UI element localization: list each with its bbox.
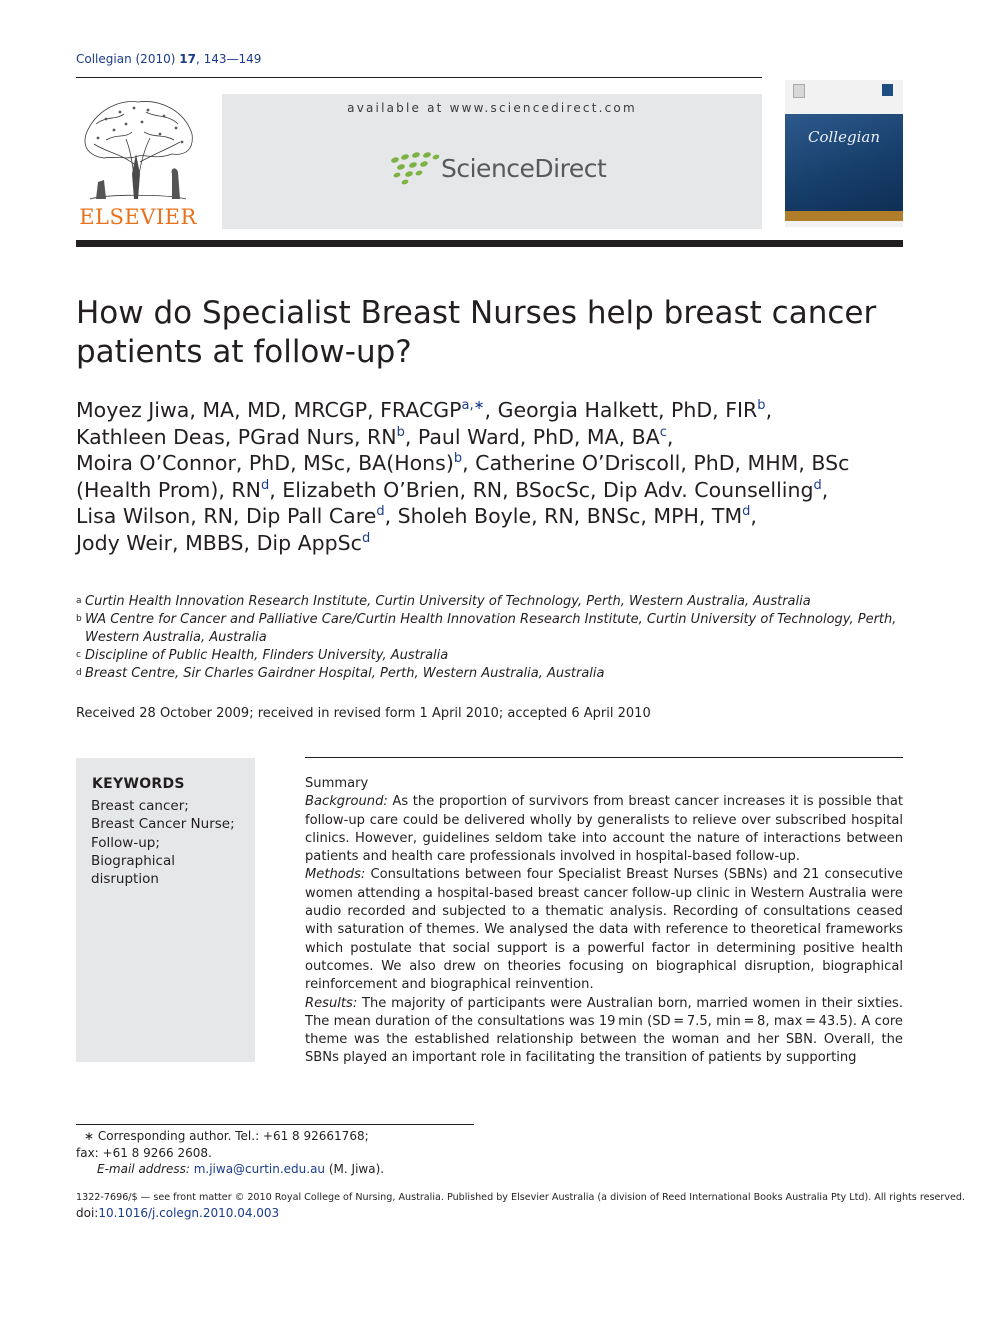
author-separator: , xyxy=(484,398,492,422)
author: Elizabeth O’Brien, RN, BSocSc, Dip Adv. Counselling xyxy=(275,477,814,502)
summary-heading: Summary xyxy=(305,776,369,791)
doi-link[interactable]: 10.1016/j.colegn.2010.04.003 xyxy=(98,1206,280,1220)
keyword-item: disruption xyxy=(91,871,159,888)
citation-journal: Collegian (2010) xyxy=(76,52,176,66)
footnote-email-line xyxy=(76,1161,476,1178)
author: Sholeh Boyle, RN, BNSc, MPH, TM xyxy=(391,504,743,529)
affiliation-text: Discipline of Public Health, Flinders University, Australia xyxy=(85,648,449,663)
author-separator: , xyxy=(462,451,469,476)
cover-thumbnail xyxy=(793,84,805,98)
keyword-item: Follow-up; xyxy=(91,834,160,851)
keyword-item: Breast Cancer Nurse; xyxy=(91,816,235,833)
author-affiliation-link[interactable]: d xyxy=(813,477,822,493)
citation-pages: , 143—149 xyxy=(195,52,262,66)
author-separator: , xyxy=(666,424,674,449)
sciencedirect-banner[interactable] xyxy=(222,94,762,229)
journal-cover[interactable] xyxy=(785,80,903,227)
footnote-fax: fax: +61 8 9266 2608. xyxy=(76,1145,212,1160)
cover-strip xyxy=(785,211,903,221)
author-separator: , xyxy=(765,398,773,422)
sciencedirect-wordmark: ScienceDirect xyxy=(441,154,607,183)
cover-title: Collegian xyxy=(808,128,880,146)
author-affiliation-link[interactable]: b xyxy=(453,451,463,467)
results-label: Results: xyxy=(305,995,358,1011)
keywords-panel xyxy=(76,758,255,1062)
background-label: Background: xyxy=(305,794,388,810)
author-affiliation-link[interactable]: d xyxy=(742,504,751,520)
summary-results xyxy=(305,995,903,1068)
doi-prefix: doi: xyxy=(76,1206,99,1220)
sciencedirect-dots-icon xyxy=(389,152,441,186)
affiliation-item xyxy=(76,593,903,611)
email-suffix: (M. Jiwa). xyxy=(325,1162,385,1176)
author-affiliation-link[interactable]: b xyxy=(757,398,766,413)
journal-citation[interactable] xyxy=(76,52,261,66)
footnote-corresponding: ∗ Corresponding author. Tel.: +61 8 92661768; xyxy=(84,1129,369,1143)
author-affiliation-link[interactable]: c xyxy=(659,424,667,440)
abstract-summary xyxy=(305,775,903,1068)
elsevier-wordmark: ELSEVIER xyxy=(79,205,197,229)
affiliation-item xyxy=(76,647,903,665)
author: Kathleen Deas, PGrad Nurs, RN xyxy=(76,424,397,449)
received-dates: Received 28 October 2009; received in revised form 1 April 2010; accepted 6 April 2010 xyxy=(76,706,651,721)
author-affiliation-link[interactable]: d xyxy=(260,477,270,493)
affiliation-text: WA Centre for Cancer and Palliative Care/Curtin Health Innovation Research Institute, Curtin University of Technology, Perth, Western Australia, Australia xyxy=(85,612,897,645)
summary-rule xyxy=(305,757,903,758)
affiliation-item xyxy=(76,611,903,647)
keyword-item: Breast cancer; xyxy=(91,798,189,814)
author-separator: , xyxy=(750,504,757,529)
author-separator: , xyxy=(404,424,412,449)
keywords-heading: KEYWORDS xyxy=(92,776,185,792)
affiliation-key: a xyxy=(76,596,82,606)
results-text: The majority of participants were Australian born, married women in their sixties. The mean duration of the consultations was 19 min (SD = 7.5, min = 8, max = 43.5). A core theme was the established relationship between the woman and her SBN. Overall, the SBNs played an important role in facilitating the transition of patients by supporting xyxy=(305,995,903,1066)
header-rule xyxy=(76,77,762,78)
author-list xyxy=(76,397,906,557)
author: Catherine O’Driscoll, PhD, MHM, BSc (Health Prom), RN xyxy=(76,451,850,502)
doi-line xyxy=(76,1206,279,1220)
available-at-text: available at www.sciencedirect.com xyxy=(347,101,637,115)
author: Moira O’Connor, PhD, MSc, BA(Hons) xyxy=(76,451,454,476)
author: Jody Weir, MBBS, Dip AppSc xyxy=(76,530,362,555)
methods-label: Methods: xyxy=(305,867,366,883)
affiliation-list xyxy=(76,593,903,683)
author-affiliation-link[interactable]: a,∗ xyxy=(461,398,485,413)
copyright-line: 1322-7696/$ — see front matter © 2010 Royal College of Nursing, Australia. Published by Elsevier Australia (a division of Reed International Books Australia Pty Ltd). All rights reserved. xyxy=(76,1192,966,1203)
author-affiliation-link[interactable]: d xyxy=(361,530,371,546)
affiliation-text: Breast Centre, Sir Charles Gairdner Hospital, Perth, Western Australia, Australia xyxy=(85,666,605,681)
affiliation-text: Curtin Health Innovation Research Institute, Curtin University of Technology, Perth, Western Australia, Australia xyxy=(85,594,811,609)
corresponding-author-footnote xyxy=(76,1128,476,1178)
email-link[interactable]: m.jiwa@curtin.edu.au xyxy=(193,1162,326,1176)
author-separator: , xyxy=(269,477,276,502)
header-thick-rule xyxy=(76,240,903,247)
author: Lisa Wilson, RN, Dip Pall Care xyxy=(76,504,377,529)
author: Moyez Jiwa, MA, MD, MRCGP, FRACGP xyxy=(76,398,462,422)
author-separator: , xyxy=(384,504,392,529)
affiliation-key: b xyxy=(76,614,82,624)
methods-text: Consultations between four Specialist Breast Nurses (SBNs) and 21 consecutive women attending a hospital-based breast cancer follow-up clinic in Western Australia were audio recorded and subjected to a thematic analysis. Recording of consultations ceased with saturation of themes. We analysed the data with reference to theoretical frameworks which postulate that social support is a powerful factor in determining positive health outcomes. We also drew on theories focusing on biographical disruption, biographical reinforcement and biographical reinvention. xyxy=(305,867,903,993)
affiliation-key: c xyxy=(76,650,81,660)
author: Georgia Halkett, PhD, FIR xyxy=(497,398,758,422)
summary-methods xyxy=(305,866,903,994)
keywords-list xyxy=(91,797,235,888)
cover-publisher-mark xyxy=(882,84,893,96)
author-affiliation-link[interactable]: b xyxy=(396,424,405,440)
summary-background xyxy=(305,793,903,866)
affiliation-key: d xyxy=(76,668,82,678)
citation-volume: 17 xyxy=(179,52,196,66)
affiliation-item xyxy=(76,665,903,683)
email-label: E-mail address: xyxy=(97,1162,190,1176)
author-affiliation-link[interactable]: d xyxy=(376,504,385,520)
author: Paul Ward, PhD, MA, BA xyxy=(411,424,660,449)
author-separator: , xyxy=(821,477,829,502)
footnote-rule xyxy=(76,1124,474,1125)
article-title: How do Specialist Breast Nurses help breast cancer patients at follow-up? xyxy=(76,295,877,370)
keyword-item: Biographical xyxy=(91,852,175,869)
background-text: As the proportion of survivors from breast cancer increases it is possible that follow-up care could be delivered wholly by generalists to relieve over subscribed hospital clinics. However, guidelines seldom take into account the nature of interactions between patients and health care professionals involved in hospital-based follow-up. xyxy=(305,794,903,865)
